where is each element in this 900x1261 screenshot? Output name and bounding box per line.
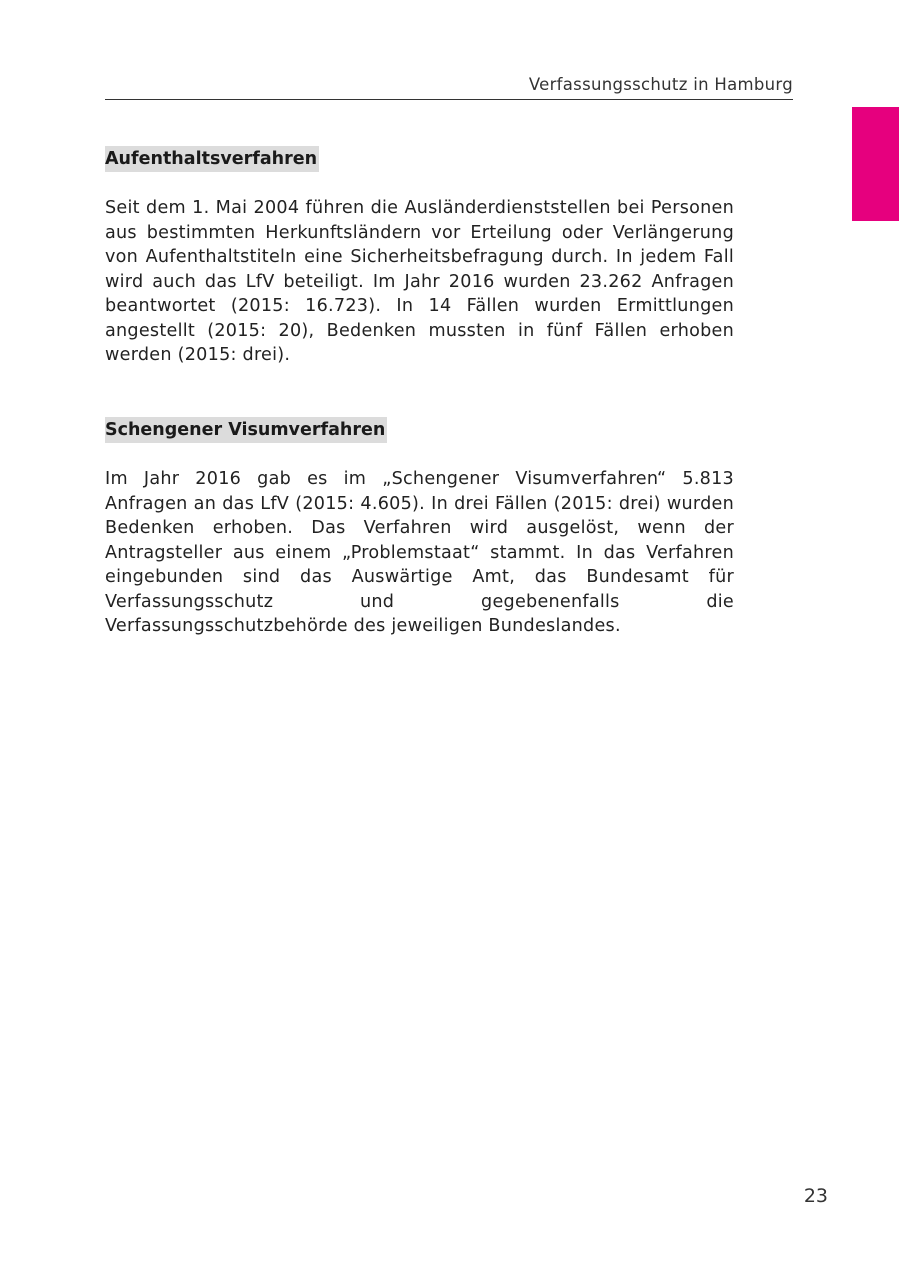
running-header: Verfassungsschutz in Hamburg [105,74,793,100]
section-paragraph-schengener-visumverfahren: Im Jahr 2016 gab es im „Schengener Visumverfahren“ 5.813 Anfragen an das LfV (2015: 4.605). In drei Fällen (2015: drei) wurden Bedenken erhoben. Das Verfahren wird ausgelöst, wenn der Antragsteller aus einem „Problemstaat“ stammt. In das Verfahren eingebunden sind das Auswärtige Amt, das Bundesamt für Verfassungsschutz und gegebenenfalls die Verfassungsschutzbehörde des jeweiligen Bundeslandes. [105,469,734,636]
section-heading-aufenthaltsverfahren: Aufenthaltsverfahren [105,146,319,172]
page-number: 23 [803,1185,828,1207]
section-heading-schengener-visumverfahren: Schengener Visumverfahren [105,417,387,443]
section-paragraph-aufenthaltsverfahren: Seit dem 1. Mai 2004 führen die Ausländerdienststellen bei Personen aus bestimmten Herkunftsländern vor Erteilung oder Verlängerung von Aufenthaltstiteln eine Sicherheitsbefragung durch. In jedem Fall wird auch das LfV beteiligt. Im Jahr 2016 wurden 23.262 Anfragen beantwortet (2015: 16.723). In 14 Fällen wurden Ermittlungen angestellt (2015: 20), Bedenken mussten in fünf Fällen erhoben werden (2015: drei). [105,198,734,365]
chapter-marker-tab [852,107,899,221]
